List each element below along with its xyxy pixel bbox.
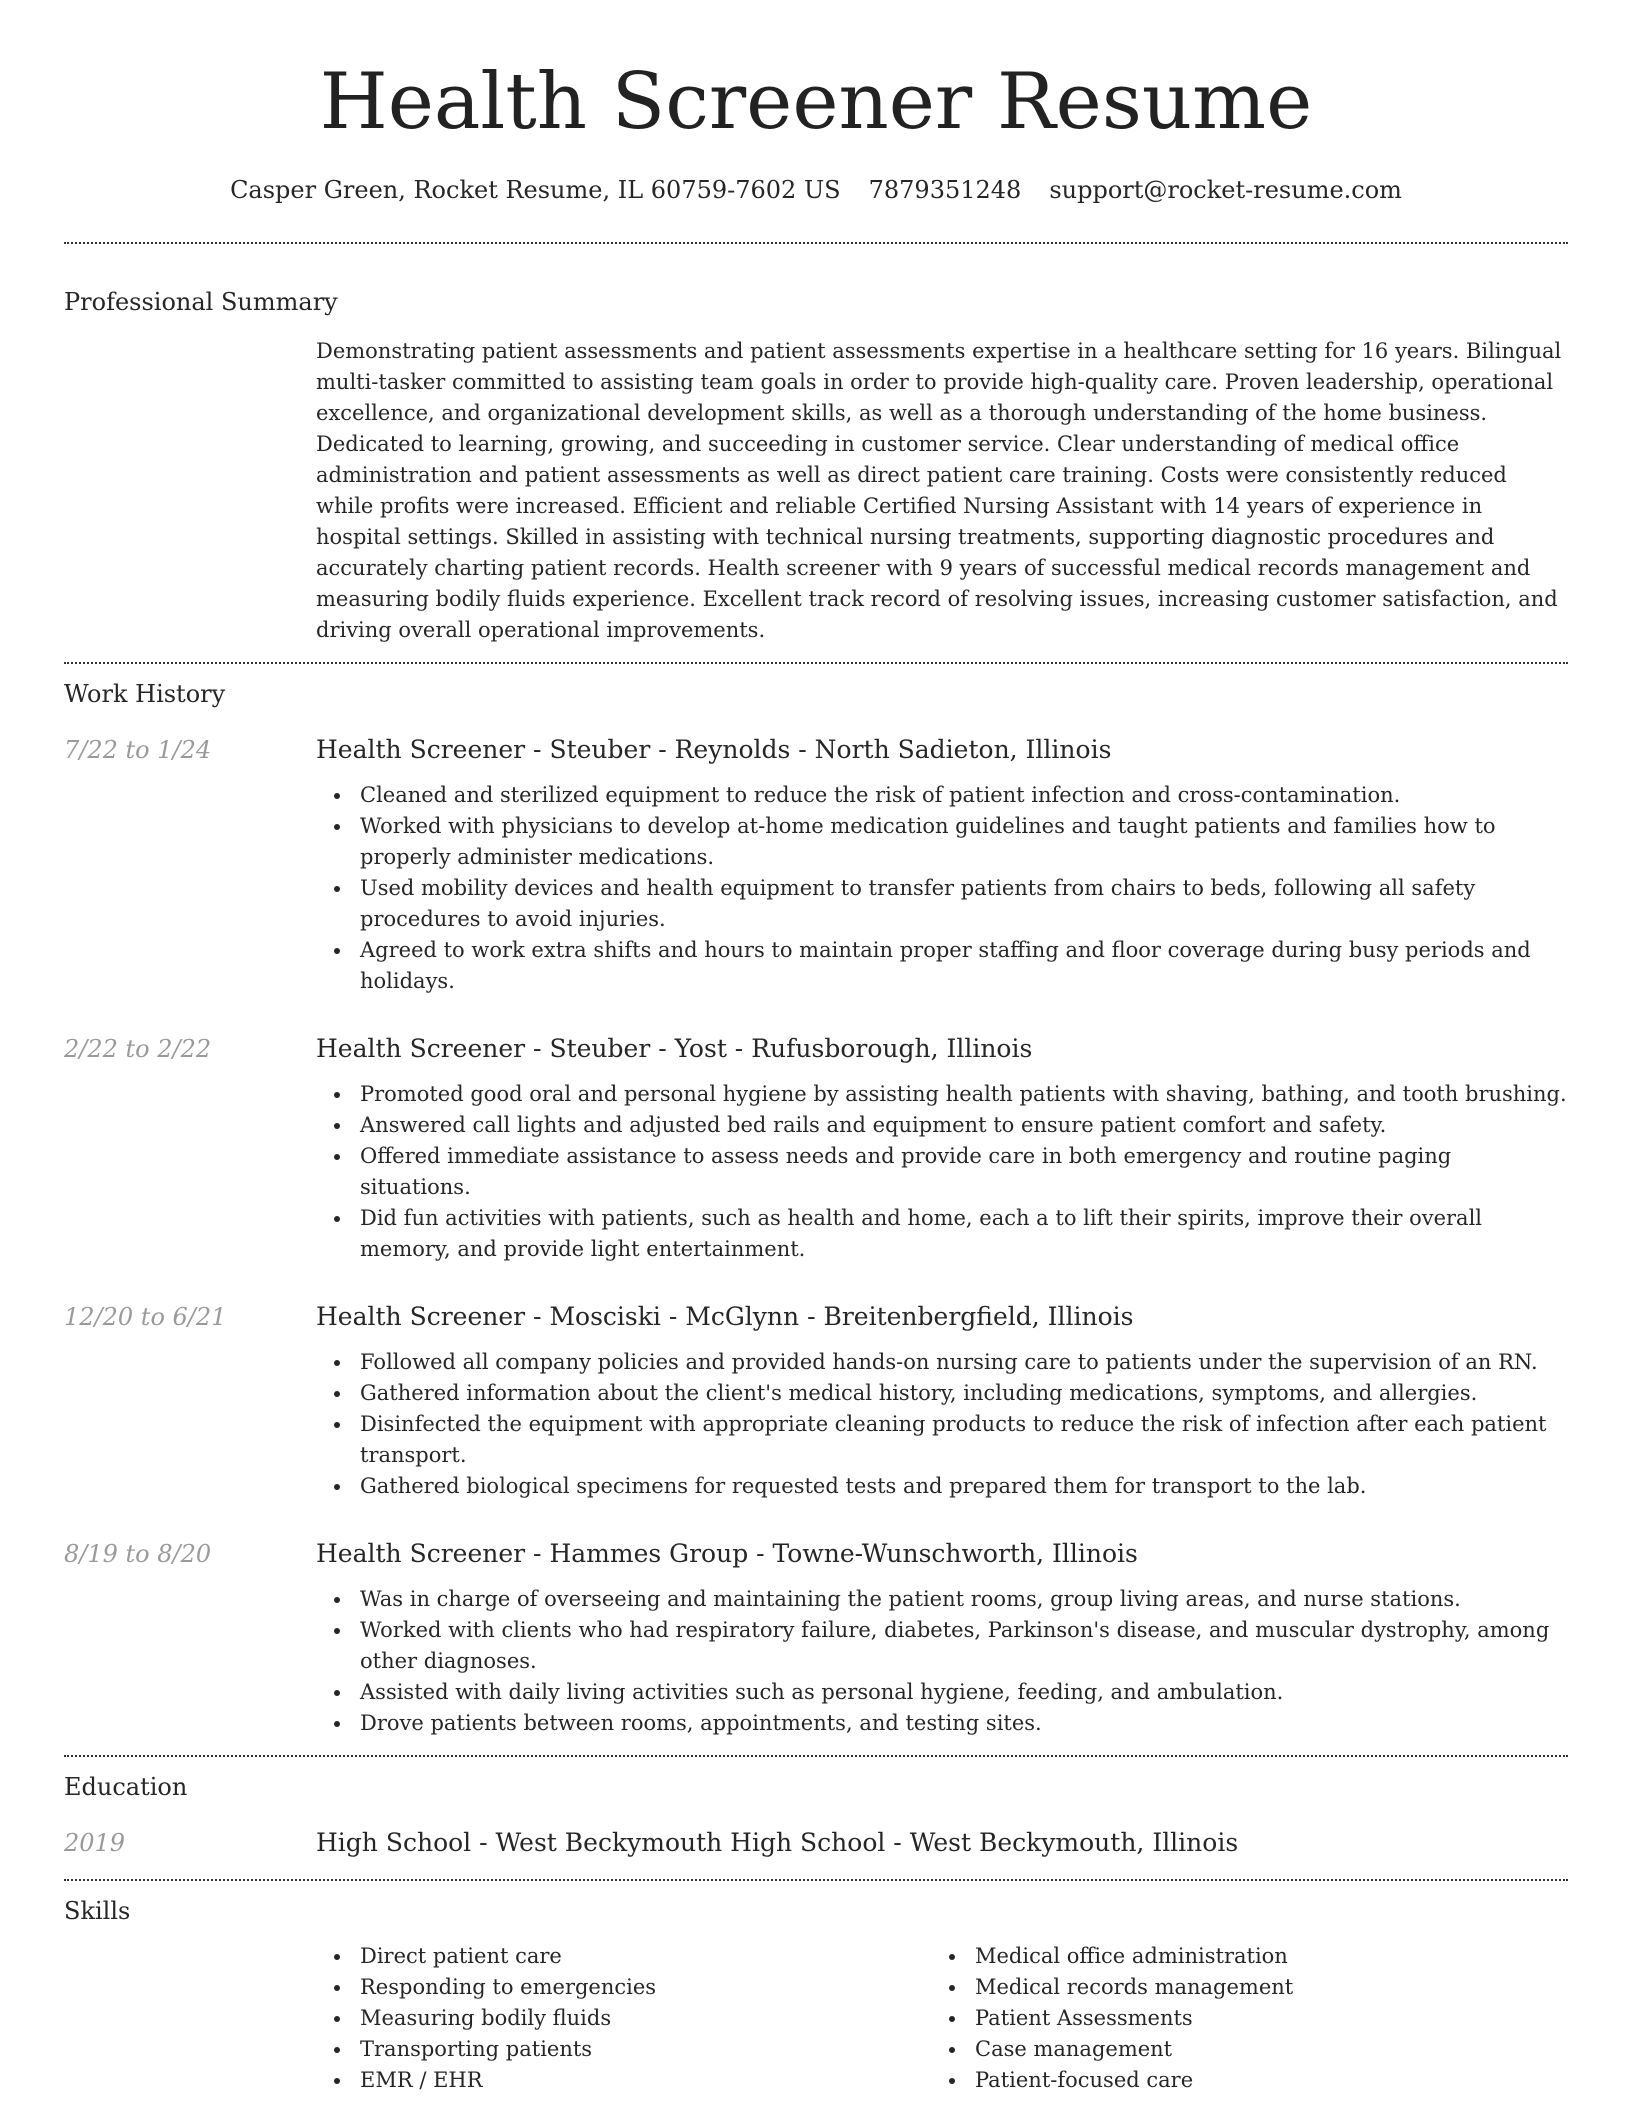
job-title: Health Screener - Mosciski - McGlynn - Breitenbergfield, Illinois — [316, 1302, 1134, 1331]
divider — [64, 662, 1568, 664]
list-item: Worked with physicians to develop at-home medication guidelines and taught patients and families how to properly administer medications. — [316, 811, 1568, 873]
job-date: 2/22 to 2/22 — [64, 1035, 212, 1063]
job-entry — [64, 1033, 1568, 1265]
job-bullets — [316, 1584, 1568, 1739]
job-entry — [64, 1538, 1568, 1755]
list-item: Drove patients between rooms, appointments, and testing sites. — [316, 1708, 1568, 1739]
education-heading: Education — [64, 1773, 188, 1801]
job-date: 8/19 to 8/20 — [64, 1540, 212, 1568]
resume-title: Health Screener Resume — [319, 57, 1313, 147]
job-title: Health Screener - Steuber - Reynolds - North Sadieton, Illinois — [316, 735, 1112, 764]
skill-item: Case management — [931, 2034, 1546, 2065]
list-item: Gathered biological specimens for requested tests and prepared them for transport to the lab. — [316, 1471, 1568, 1502]
summary-text: Demonstrating patient assessments and patient assessments expertise in a healthcare setting for 16 years. Bilingual multi-tasker committed to assisting team goals in order to provide high-quality care. Proven leadership, operational excellence, and organizational development skills, as well as a thorough understanding of the home business. Dedicated to learning, growing, and succeeding in customer service. Clear understanding of medical office administration and patient assessments as well as direct patient care training. Costs were consistently reduced while profits were increased. Efficient and reliable Certified Nursing Assistant with 14 years of experience in hospital settings. Skilled in assisting with technical nursing treatments, supporting diagnostic procedures and accurately charting patient records. Health screener with 9 years of successful medical records management and measuring bodily fluids experience. Excellent track record of resolving issues, increasing customer satisfaction, and driving overall operational improvements. — [316, 339, 1562, 642]
skill-item: Direct patient care — [316, 1941, 931, 1972]
list-item: Followed all company policies and provided hands-on nursing care to patients under the supervision of an RN. — [316, 1347, 1568, 1378]
divider — [64, 1755, 1568, 1757]
job-date: 7/22 to 1/24 — [64, 736, 212, 764]
work-history-heading: Work History — [64, 680, 226, 708]
divider — [64, 242, 1568, 244]
job-entry — [64, 734, 1568, 997]
education-title: High School - West Beckymouth High School - West Beckymouth, Illinois — [316, 1828, 1239, 1857]
job-entry — [64, 1301, 1568, 1502]
job-body — [316, 1301, 1568, 1502]
contact-address: Casper Green, Rocket Resume, IL 60759-7602 US — [230, 176, 841, 204]
job-bullets — [316, 1347, 1568, 1502]
skill-item: Measuring bodily fluids — [316, 2003, 931, 2034]
divider — [64, 1879, 1568, 1881]
list-item: Disinfected the equipment with appropriate cleaning products to reduce the risk of infection after each patient transport. — [316, 1409, 1568, 1471]
skill-item: Medical records management — [931, 1972, 1546, 2003]
job-body — [316, 1033, 1568, 1265]
list-item: Did fun activities with patients, such as health and home, each a to lift their spirits, improve their overall memory, and provide light entertainment. — [316, 1203, 1568, 1265]
list-item: Assisted with daily living activities such as personal hygiene, feeding, and ambulation. — [316, 1677, 1568, 1708]
list-item: Answered call lights and adjusted bed rails and equipment to ensure patient comfort and safety. — [316, 1110, 1568, 1141]
list-item: Promoted good oral and personal hygiene by assisting health patients with shaving, bathing, and tooth brushing. — [316, 1079, 1568, 1110]
skills-left-column — [316, 1941, 931, 2096]
job-bullets — [316, 1079, 1568, 1265]
skills-right-column — [931, 1941, 1546, 2096]
skill-item: Medical office administration — [931, 1941, 1546, 1972]
list-item: Worked with clients who had respiratory failure, diabetes, Parkinson's disease, and muscular dystrophy, among other diagnoses. — [316, 1615, 1568, 1677]
skill-item: Patient-focused care — [931, 2065, 1546, 2096]
list-item: Was in charge of overseeing and maintaining the patient rooms, group living areas, and nurse stations. — [316, 1584, 1568, 1615]
skills-columns — [316, 1941, 1568, 2112]
education-date: 2019 — [64, 1829, 126, 1857]
list-item: Offered immediate assistance to assess needs and provide care in both emergency and routine paging situations. — [316, 1141, 1568, 1203]
education-entry — [64, 1827, 1568, 1879]
job-title: Health Screener - Hammes Group - Towne-Wunschworth, Illinois — [316, 1539, 1138, 1568]
job-body — [316, 1538, 1568, 1739]
summary-heading: Professional Summary — [64, 288, 338, 316]
list-item: Cleaned and sterilized equipment to reduce the risk of patient infection and cross-contamination. — [316, 780, 1568, 811]
list-item: Gathered information about the client's medical history, including medications, symptoms, and allergies. — [316, 1378, 1568, 1409]
skills-heading: Skills — [64, 1897, 131, 1925]
list-item: Used mobility devices and health equipment to transfer patients from chairs to beds, following all safety procedures to avoid injuries. — [316, 873, 1568, 935]
contact-email: support@rocket-resume.com — [1049, 176, 1402, 204]
list-item: Agreed to work extra shifts and hours to maintain proper staffing and floor coverage during busy periods and holidays. — [316, 935, 1568, 997]
job-body — [316, 734, 1568, 997]
contact-line — [64, 174, 1568, 206]
job-title: Health Screener - Steuber - Yost - Rufusborough, Illinois — [316, 1034, 1033, 1063]
skill-item: EMR / EHR — [316, 2065, 931, 2096]
job-date: 12/20 to 6/21 — [64, 1303, 227, 1331]
job-bullets — [316, 780, 1568, 997]
education-body — [316, 1827, 1568, 1859]
skill-item: Transporting patients — [316, 2034, 931, 2065]
skill-item: Patient Assessments — [931, 2003, 1546, 2034]
contact-phone: 7879351248 — [868, 176, 1022, 204]
skill-item: Responding to emergencies — [316, 1972, 931, 2003]
